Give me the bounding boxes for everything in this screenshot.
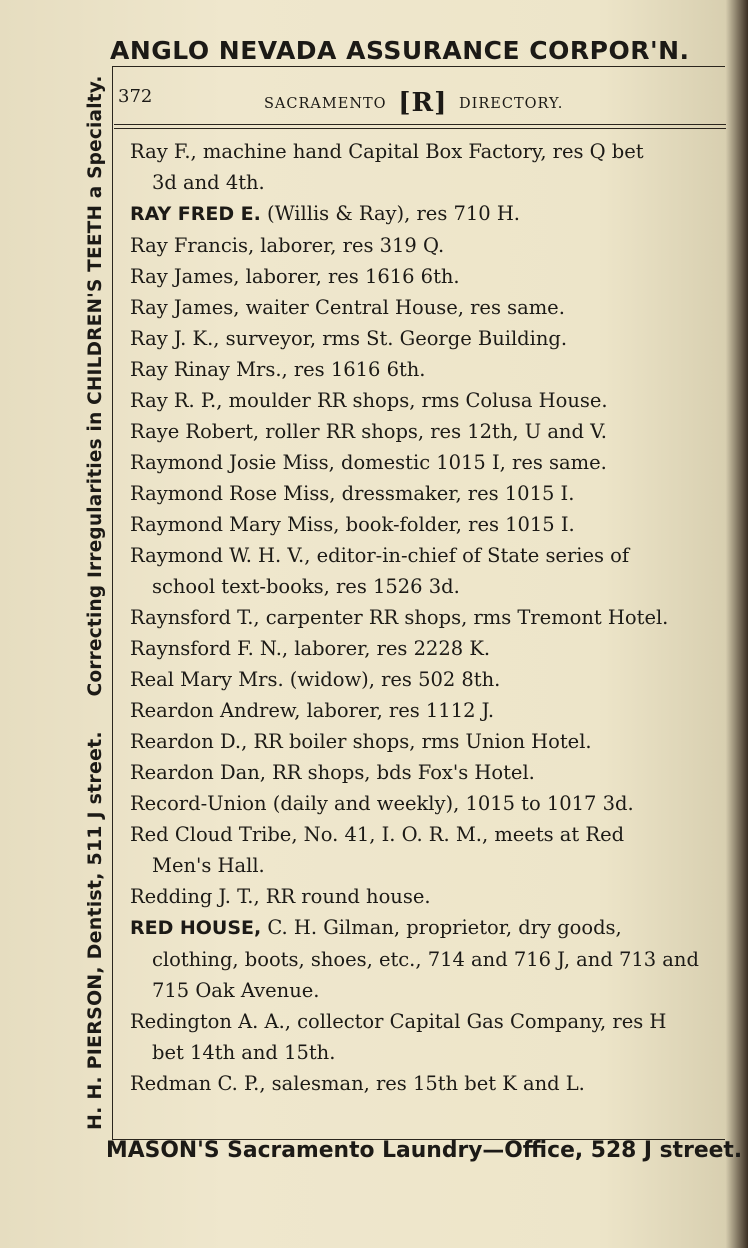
running-head-letter: [R] [398,88,448,118]
directory-entry: Raymond Mary Miss, book-folder, res 1015 I. [130,513,575,536]
running-head-directory: DIRECTORY. [459,96,564,112]
directory-entry: Raymond Rose Miss, dressmaker, res 1015 I. [130,482,575,505]
side-ad-dentist: H. H. PIERSON, Dentist, 511 J street. [84,731,106,1130]
directory-entry: Real Mary Mrs. (widow), res 502 8th. [130,668,501,691]
running-head [264,88,563,118]
header-rule-thin [114,128,726,129]
directory-entry: Ray Francis, laborer, res 319 Q. [130,234,445,257]
header-advertisement: ANGLO NEVADA ASSURANCE CORPOR'N. [110,36,690,65]
directory-entry: Redman C. P., salesman, res 15th bet K and L. [130,1072,585,1095]
directory-entry: Reardon D., RR boiler shops, rms Union Hotel. [130,730,592,753]
directory-entry: Redding J. T., RR round house. [130,885,431,908]
page-number: 372 [118,86,153,107]
side-ad-specialty: Correcting Irregularities in CHILDREN'S TEETH a Specialty. [85,75,106,697]
directory-entry: Red Cloud Tribe, No. 41, I. O. R. M., meets at Red Men's Hall. [130,823,625,877]
directory-entry: Redington A. A., collector Capital Gas Company, res H bet 14th and 15th. [130,1010,667,1064]
directory-entries [130,136,720,1099]
directory-entry: Ray James, waiter Central House, res same. [130,296,565,319]
directory-entry: Ray R. P., moulder RR shops, rms Colusa House. [130,389,608,412]
directory-entry: Raymond W. H. V., editor-in-chief of State series of school text-books, res 1526 3d. [130,544,630,598]
directory-entry: Raynsford F. N., laborer, res 2228 K. [130,637,491,660]
directory-entry: Reardon Dan, RR shops, bds Fox's Hotel. [130,761,535,784]
header-rule [114,124,726,125]
directory-entry: Record-Union (daily and weekly), 1015 to 1017 3d. [130,792,634,815]
directory-entry: Ray Rinay Mrs., res 1616 6th. [130,358,426,381]
directory-entry: Ray J. K., surveyor, rms St. George Building. [130,327,568,350]
directory-entry: Raye Robert, roller RR shops, res 12th, U and V. [130,420,607,443]
directory-entry: RAY FRED E. (Willis & Ray), res 710 H. [130,202,520,225]
running-head-city: SACRAMENTO [264,96,387,112]
footer-advertisement: MASON'S Sacramento Laundry—Office, 528 J street. [106,1138,743,1163]
directory-entry: Ray F., machine hand Capital Box Factory, res Q bet 3d and 4th. [130,140,644,194]
side-advertisement [84,60,106,1130]
directory-entry: Ray James, laborer, res 1616 6th. [130,265,460,288]
directory-entry: RED HOUSE, C. H. Gilman, proprietor, dry goods, clothing, boots, shoes, etc., 714 and 716 J, and 713 and 715 Oak Avenue. [130,916,699,1002]
directory-entry: Reardon Andrew, laborer, res 1112 J. [130,699,495,722]
directory-entry: Raymond Josie Miss, domestic 1015 I, res same. [130,451,607,474]
directory-entry: Raynsford T., carpenter RR shops, rms Tremont Hotel. [130,606,669,629]
